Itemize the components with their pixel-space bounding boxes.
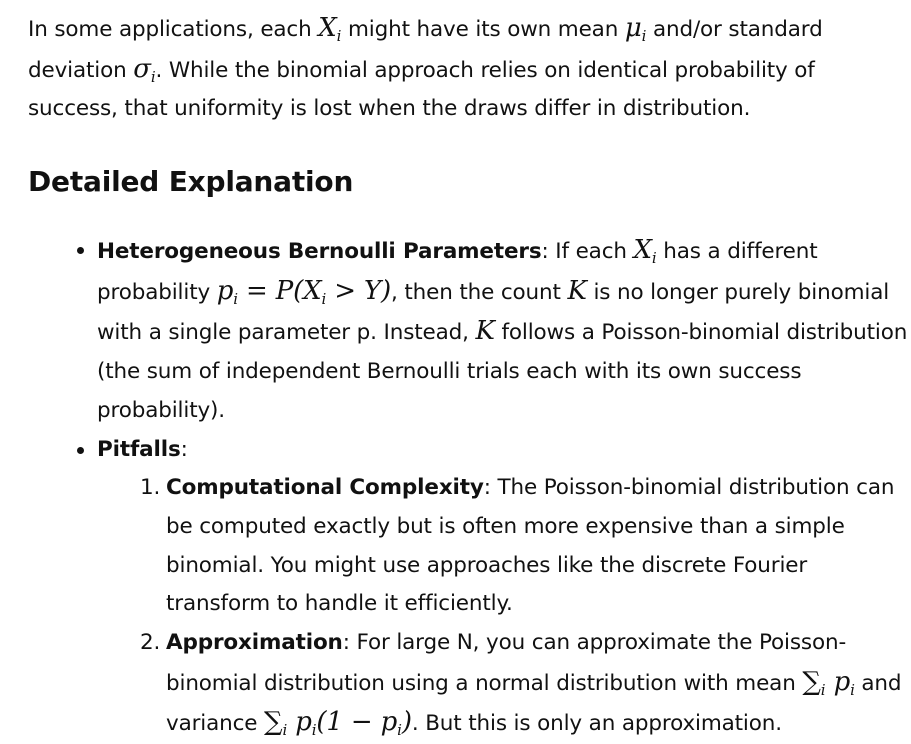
math-mu-i: $\mu_i$ [624, 13, 647, 45]
math-x-i: $X_i$ [318, 13, 342, 45]
bullet-text: has a different probability [97, 239, 818, 305]
list-number: 1. [140, 475, 161, 501]
item-text: and variance [166, 670, 902, 737]
math-k: K [567, 275, 587, 306]
bullet-title: Pitfalls [97, 436, 181, 462]
bullet-heterogeneous [97, 231, 911, 431]
list-item-complexity [140, 469, 911, 624]
list-number: 2. [140, 630, 161, 656]
intro-text: might have its own mean [341, 17, 625, 42]
math-k: K [475, 316, 495, 347]
list-item-approximation [140, 624, 911, 744]
numbered-list [97, 469, 911, 744]
math-variance: $\sum_i$ $p_i(1 - p_i)$ [264, 707, 412, 740]
item-title: Computational Complexity [166, 475, 484, 501]
section-heading: Detailed Explanation [28, 165, 354, 198]
item-text: . But this is only an approximation. [411, 711, 782, 737]
document-page [28, 0, 908, 740]
bullet-text: is no longer purely binomial with a single parameter p. Instead, [97, 279, 890, 346]
item-title: Approximation [166, 630, 343, 656]
bullet-list [28, 231, 911, 744]
math-sigma-i: $\sigma_i$ [133, 53, 156, 86]
intro-text: In some applications, each [28, 17, 319, 42]
intro-paragraph [28, 0, 908, 129]
math-p-equation: $p_i = P(X_i > Y)$ [216, 275, 391, 308]
math-sum-p: $\sum_i$ $p_i$ [802, 666, 855, 699]
bullet-pitfalls [97, 431, 911, 744]
bullet-text: : If each [541, 239, 634, 264]
bullet-text: follows a Poisson-binomial distribution (the sum of independent Bernoulli trials each with its own success probability). [97, 320, 908, 423]
item-text: : For large N, you can approximate the Poisson-binomial distribution using a normal distribution with mean [166, 630, 847, 696]
intro-text: and/or standard deviation [28, 17, 823, 83]
bullet-text: , then the count [391, 279, 568, 305]
intro-text: . While the binomial approach relies on identical probability of success, that uniformity is lost when the draws differ in distribution. [28, 57, 815, 121]
bullet-text: : [180, 436, 188, 462]
item-text: : The Poisson-binomial distribution can be computed exactly but is often more expensive than a simple binomial. You might use approaches like the discrete Fourier transform to handle it efficiently. [166, 475, 895, 617]
bullet-title: Heterogeneous Bernoulli Parameters [97, 239, 542, 264]
math-x-i: $X_i$ [633, 235, 657, 267]
